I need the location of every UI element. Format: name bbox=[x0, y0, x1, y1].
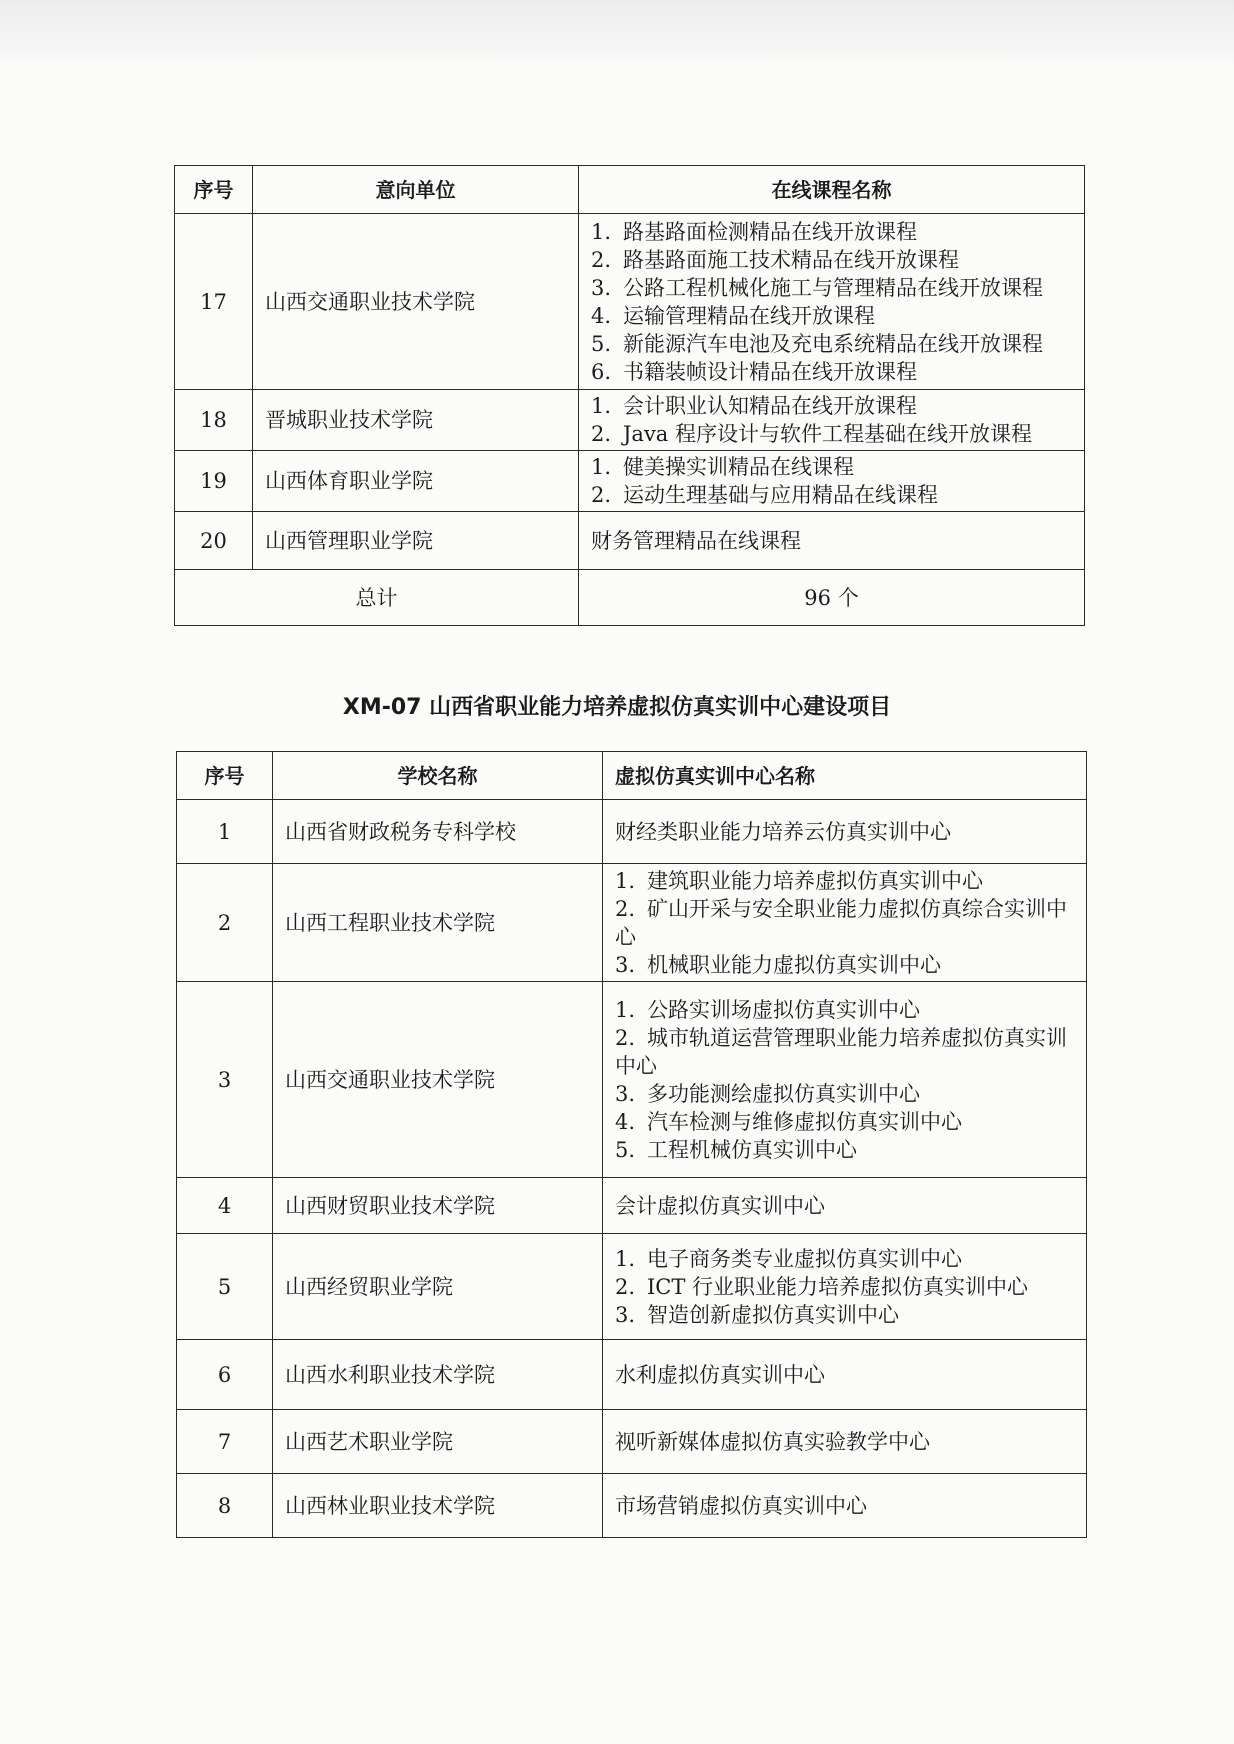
item-number: 1. bbox=[615, 997, 636, 1022]
item-text: 工程机械仿真实训中心 bbox=[647, 1137, 857, 1162]
row-school: 山西财贸职业技术学院 bbox=[273, 1178, 603, 1234]
list-item bbox=[615, 996, 1076, 1024]
item-number: 2. bbox=[615, 1025, 636, 1050]
item-text: 汽车检测与维修虚拟仿真实训中心 bbox=[647, 1109, 962, 1134]
row-center: 水利虚拟仿真实训中心 bbox=[603, 1340, 1087, 1410]
table-row bbox=[177, 800, 1087, 864]
row-center: 视听新媒体虚拟仿真实验教学中心 bbox=[603, 1410, 1087, 1474]
item-number: 1. bbox=[615, 868, 636, 893]
table-row bbox=[177, 1410, 1087, 1474]
table-header-row bbox=[175, 166, 1085, 214]
item-text: 运动生理基础与应用精品在线课程 bbox=[623, 483, 938, 507]
table-row bbox=[175, 214, 1085, 390]
row-school: 山西水利职业技术学院 bbox=[273, 1340, 603, 1410]
table-row bbox=[175, 390, 1085, 451]
list-item bbox=[591, 218, 1074, 246]
item-text: 运输管理精品在线开放课程 bbox=[623, 303, 875, 328]
list-item bbox=[591, 481, 1074, 509]
row-course: 财务管理精品在线课程 bbox=[579, 512, 1085, 570]
row-center: 会计虚拟仿真实训中心 bbox=[603, 1178, 1087, 1234]
list-item bbox=[591, 392, 1074, 420]
item-number: 1. bbox=[615, 1246, 636, 1271]
column-header-index: 序号 bbox=[177, 752, 273, 800]
row-index: 7 bbox=[177, 1410, 273, 1474]
table-header-row bbox=[177, 752, 1087, 800]
course-list-cell bbox=[579, 214, 1085, 390]
item-number: 3. bbox=[591, 275, 612, 300]
section-title: XM-07 山西省职业能力培养虚拟仿真实训中心建设项目 bbox=[342, 695, 892, 720]
row-school: 山西经贸职业学院 bbox=[273, 1234, 603, 1340]
item-number: 2. bbox=[591, 483, 612, 507]
row-school: 山西工程职业技术学院 bbox=[273, 864, 603, 982]
row-index: 5 bbox=[177, 1234, 273, 1340]
item-text: 路基路面检测精品在线开放课程 bbox=[623, 219, 917, 244]
table-row bbox=[177, 982, 1087, 1178]
row-index: 6 bbox=[177, 1340, 273, 1410]
item-text: 新能源汽车电池及充电系统精品在线开放课程 bbox=[623, 331, 1043, 356]
item-text: 健美操实训精品在线课程 bbox=[623, 455, 854, 479]
item-number: 6. bbox=[591, 359, 612, 384]
item-text: 多功能测绘虚拟仿真实训中心 bbox=[647, 1081, 920, 1106]
table-row bbox=[177, 864, 1087, 982]
list-item bbox=[615, 1245, 1076, 1273]
row-center: 财经类职业能力培养云仿真实训中心 bbox=[603, 800, 1087, 864]
course-list-cell bbox=[579, 390, 1085, 451]
item-number: 3. bbox=[615, 1081, 636, 1106]
row-school: 山西交通职业技术学院 bbox=[273, 982, 603, 1178]
item-number: 2. bbox=[615, 896, 636, 921]
list-item bbox=[615, 867, 1076, 895]
item-number: 4. bbox=[591, 303, 612, 328]
list-item bbox=[591, 453, 1074, 481]
table-row bbox=[175, 512, 1085, 570]
item-text: 智造创新虚拟仿真实训中心 bbox=[647, 1302, 899, 1327]
item-text: 建筑职业能力培养虚拟仿真实训中心 bbox=[647, 868, 983, 893]
table-row bbox=[175, 451, 1085, 512]
column-header-unit: 意向单位 bbox=[253, 166, 579, 214]
row-index: 8 bbox=[177, 1474, 273, 1538]
table-row bbox=[177, 1474, 1087, 1538]
row-index: 3 bbox=[177, 982, 273, 1178]
item-text: 城市轨道运营管理职业能力培养虚拟仿真实训中心 bbox=[615, 1025, 1067, 1078]
center-list-cell bbox=[603, 982, 1087, 1178]
column-header-course: 在线课程名称 bbox=[579, 166, 1085, 214]
item-text: ICT 行业职业能力培养虚拟仿真实训中心 bbox=[647, 1274, 1029, 1299]
item-number: 3. bbox=[615, 1302, 636, 1327]
total-label: 总计 bbox=[175, 570, 579, 626]
list-item bbox=[591, 302, 1074, 330]
row-index: 19 bbox=[175, 451, 253, 512]
row-unit: 晋城职业技术学院 bbox=[253, 390, 579, 451]
course-list bbox=[579, 451, 1084, 511]
row-index: 1 bbox=[177, 800, 273, 864]
item-number: 5. bbox=[591, 331, 612, 356]
list-item bbox=[615, 895, 1076, 951]
list-item bbox=[615, 1273, 1076, 1301]
column-header-index: 序号 bbox=[175, 166, 253, 214]
list-item bbox=[615, 1108, 1076, 1136]
center-list-cell bbox=[603, 864, 1087, 982]
table-row bbox=[177, 1234, 1087, 1340]
center-list bbox=[603, 1243, 1086, 1331]
total-value: 96 个 bbox=[579, 570, 1085, 626]
row-index: 4 bbox=[177, 1178, 273, 1234]
list-item bbox=[615, 1024, 1076, 1080]
total-row bbox=[175, 570, 1085, 626]
course-list bbox=[579, 390, 1084, 450]
center-list-cell bbox=[603, 1234, 1087, 1340]
row-unit: 山西体育职业学院 bbox=[253, 451, 579, 512]
row-unit: 山西管理职业学院 bbox=[253, 512, 579, 570]
row-index: 18 bbox=[175, 390, 253, 451]
item-number: 2. bbox=[591, 422, 612, 446]
row-school: 山西艺术职业学院 bbox=[273, 1410, 603, 1474]
item-number: 3. bbox=[615, 952, 636, 977]
item-text: 公路工程机械化施工与管理精品在线开放课程 bbox=[623, 275, 1043, 300]
virtual-sim-center-table bbox=[176, 751, 1087, 1538]
row-index: 17 bbox=[175, 214, 253, 390]
item-number: 1. bbox=[591, 394, 612, 418]
column-header-school: 学校名称 bbox=[273, 752, 603, 800]
item-number: 1. bbox=[591, 455, 612, 479]
item-text: 机械职业能力虚拟仿真实训中心 bbox=[647, 952, 941, 977]
center-list bbox=[603, 865, 1086, 981]
item-text: 矿山开采与安全职业能力虚拟仿真综合实训中心 bbox=[615, 896, 1067, 949]
table-row bbox=[177, 1178, 1087, 1234]
item-number: 2. bbox=[615, 1274, 636, 1299]
item-number: 1. bbox=[591, 219, 612, 244]
course-list-cell bbox=[579, 451, 1085, 512]
item-number: 4. bbox=[615, 1109, 636, 1134]
item-text: 公路实训场虚拟仿真实训中心 bbox=[647, 997, 920, 1022]
list-item bbox=[591, 246, 1074, 274]
column-header-center: 虚拟仿真实训中心名称 bbox=[603, 752, 1087, 800]
list-item bbox=[615, 1301, 1076, 1329]
list-item bbox=[591, 420, 1074, 448]
list-item bbox=[615, 951, 1076, 979]
item-text: Java 程序设计与软件工程基础在线开放课程 bbox=[623, 422, 1032, 446]
list-item bbox=[591, 274, 1074, 302]
course-list bbox=[579, 216, 1084, 388]
row-center: 市场营销虚拟仿真实训中心 bbox=[603, 1474, 1087, 1538]
row-school: 山西林业职业技术学院 bbox=[273, 1474, 603, 1538]
row-index: 2 bbox=[177, 864, 273, 982]
item-number: 2. bbox=[591, 247, 612, 272]
scan-shadow bbox=[0, 0, 1234, 70]
online-course-table bbox=[174, 165, 1085, 626]
list-item bbox=[615, 1080, 1076, 1108]
row-unit: 山西交通职业技术学院 bbox=[253, 214, 579, 390]
table-row bbox=[177, 1340, 1087, 1410]
row-school: 山西省财政税务专科学校 bbox=[273, 800, 603, 864]
item-text: 路基路面施工技术精品在线开放课程 bbox=[623, 247, 959, 272]
item-number: 5. bbox=[615, 1137, 636, 1162]
center-list bbox=[603, 994, 1086, 1166]
item-text: 会计职业认知精品在线开放课程 bbox=[623, 394, 917, 418]
list-item bbox=[615, 1136, 1076, 1164]
item-text: 电子商务类专业虚拟仿真实训中心 bbox=[647, 1246, 962, 1271]
list-item bbox=[591, 358, 1074, 386]
row-index: 20 bbox=[175, 512, 253, 570]
list-item bbox=[591, 330, 1074, 358]
item-text: 书籍装帧设计精品在线开放课程 bbox=[623, 359, 917, 384]
